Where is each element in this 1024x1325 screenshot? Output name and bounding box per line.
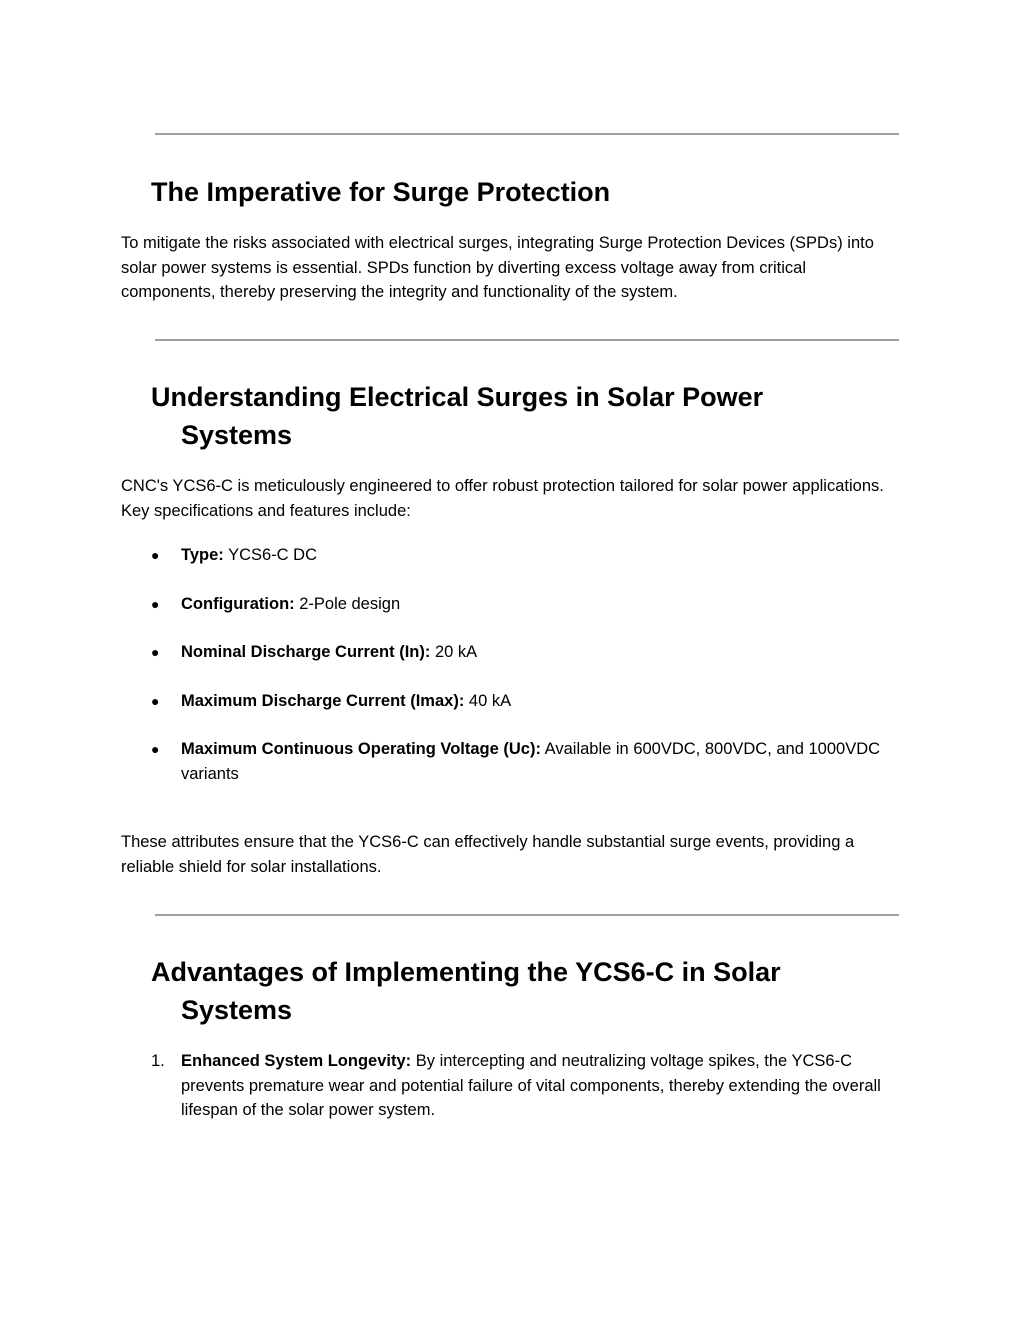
advantage-label: Enhanced System Longevity: xyxy=(181,1052,412,1070)
section-closing: These attributes ensure that the YCS6-C can effectively handle substantial surge events, providing a reliable shield for solar installations. xyxy=(121,833,855,876)
bullet-marker: ● xyxy=(151,741,160,757)
section-divider xyxy=(155,339,899,341)
section-divider xyxy=(155,133,899,135)
spec-label: Nominal Discharge Current (In): xyxy=(181,643,431,661)
spec-label: Maximum Continuous Operating Voltage (Uc): xyxy=(181,740,541,758)
list-item xyxy=(151,689,901,714)
spec-label: Configuration: xyxy=(181,595,295,613)
section-paragraph: To mitigate the risks associated with electrical surges, integrating Surge Protection Devices (SPDs) into solar power systems is essential. SPDs function by diverting excess voltage away from critical components, thereby preserving the integrity and functionality of the system. xyxy=(121,234,874,301)
spec-value: YCS6-C DC xyxy=(223,546,317,564)
section-heading: The Imperative for Surge Protection xyxy=(151,177,611,207)
spec-value: 40 kA xyxy=(464,692,512,710)
section-intro: CNC's YCS6-C is meticulously engineered to offer robust protection tailored for solar power applications. Key specifications and features include: xyxy=(121,477,884,520)
advantage-text: By intercepting and neutralizing voltage spikes, the YCS6-C prevents premature wear and potential failure of vital components, thereby extending the overall lifespan of the solar power system. xyxy=(181,1052,881,1119)
section-heading: Advantages of Implementing the YCS6-C in Solar Systems xyxy=(151,957,781,1025)
list-item xyxy=(151,640,901,665)
list-item xyxy=(151,543,901,568)
bullet-marker: ● xyxy=(151,693,160,709)
list-item xyxy=(151,592,901,617)
bullet-marker: ● xyxy=(151,596,160,612)
list-item xyxy=(151,1049,901,1123)
spec-value: 20 kA xyxy=(430,643,478,661)
list-item xyxy=(151,737,901,786)
section-divider xyxy=(155,914,899,916)
spec-label: Maximum Discharge Current (Imax): xyxy=(181,692,465,710)
bullet-marker: ● xyxy=(151,644,160,660)
spec-label: Type: xyxy=(181,546,224,564)
bullet-marker: ● xyxy=(151,547,160,563)
spec-value: Available in 600VDC, 800VDC, and 1000VDC variants xyxy=(181,740,881,783)
section-heading: Understanding Electrical Surges in Solar Power Systems xyxy=(151,382,764,450)
list-number: 1. xyxy=(151,1052,165,1070)
spec-value: 2-Pole design xyxy=(294,595,401,613)
